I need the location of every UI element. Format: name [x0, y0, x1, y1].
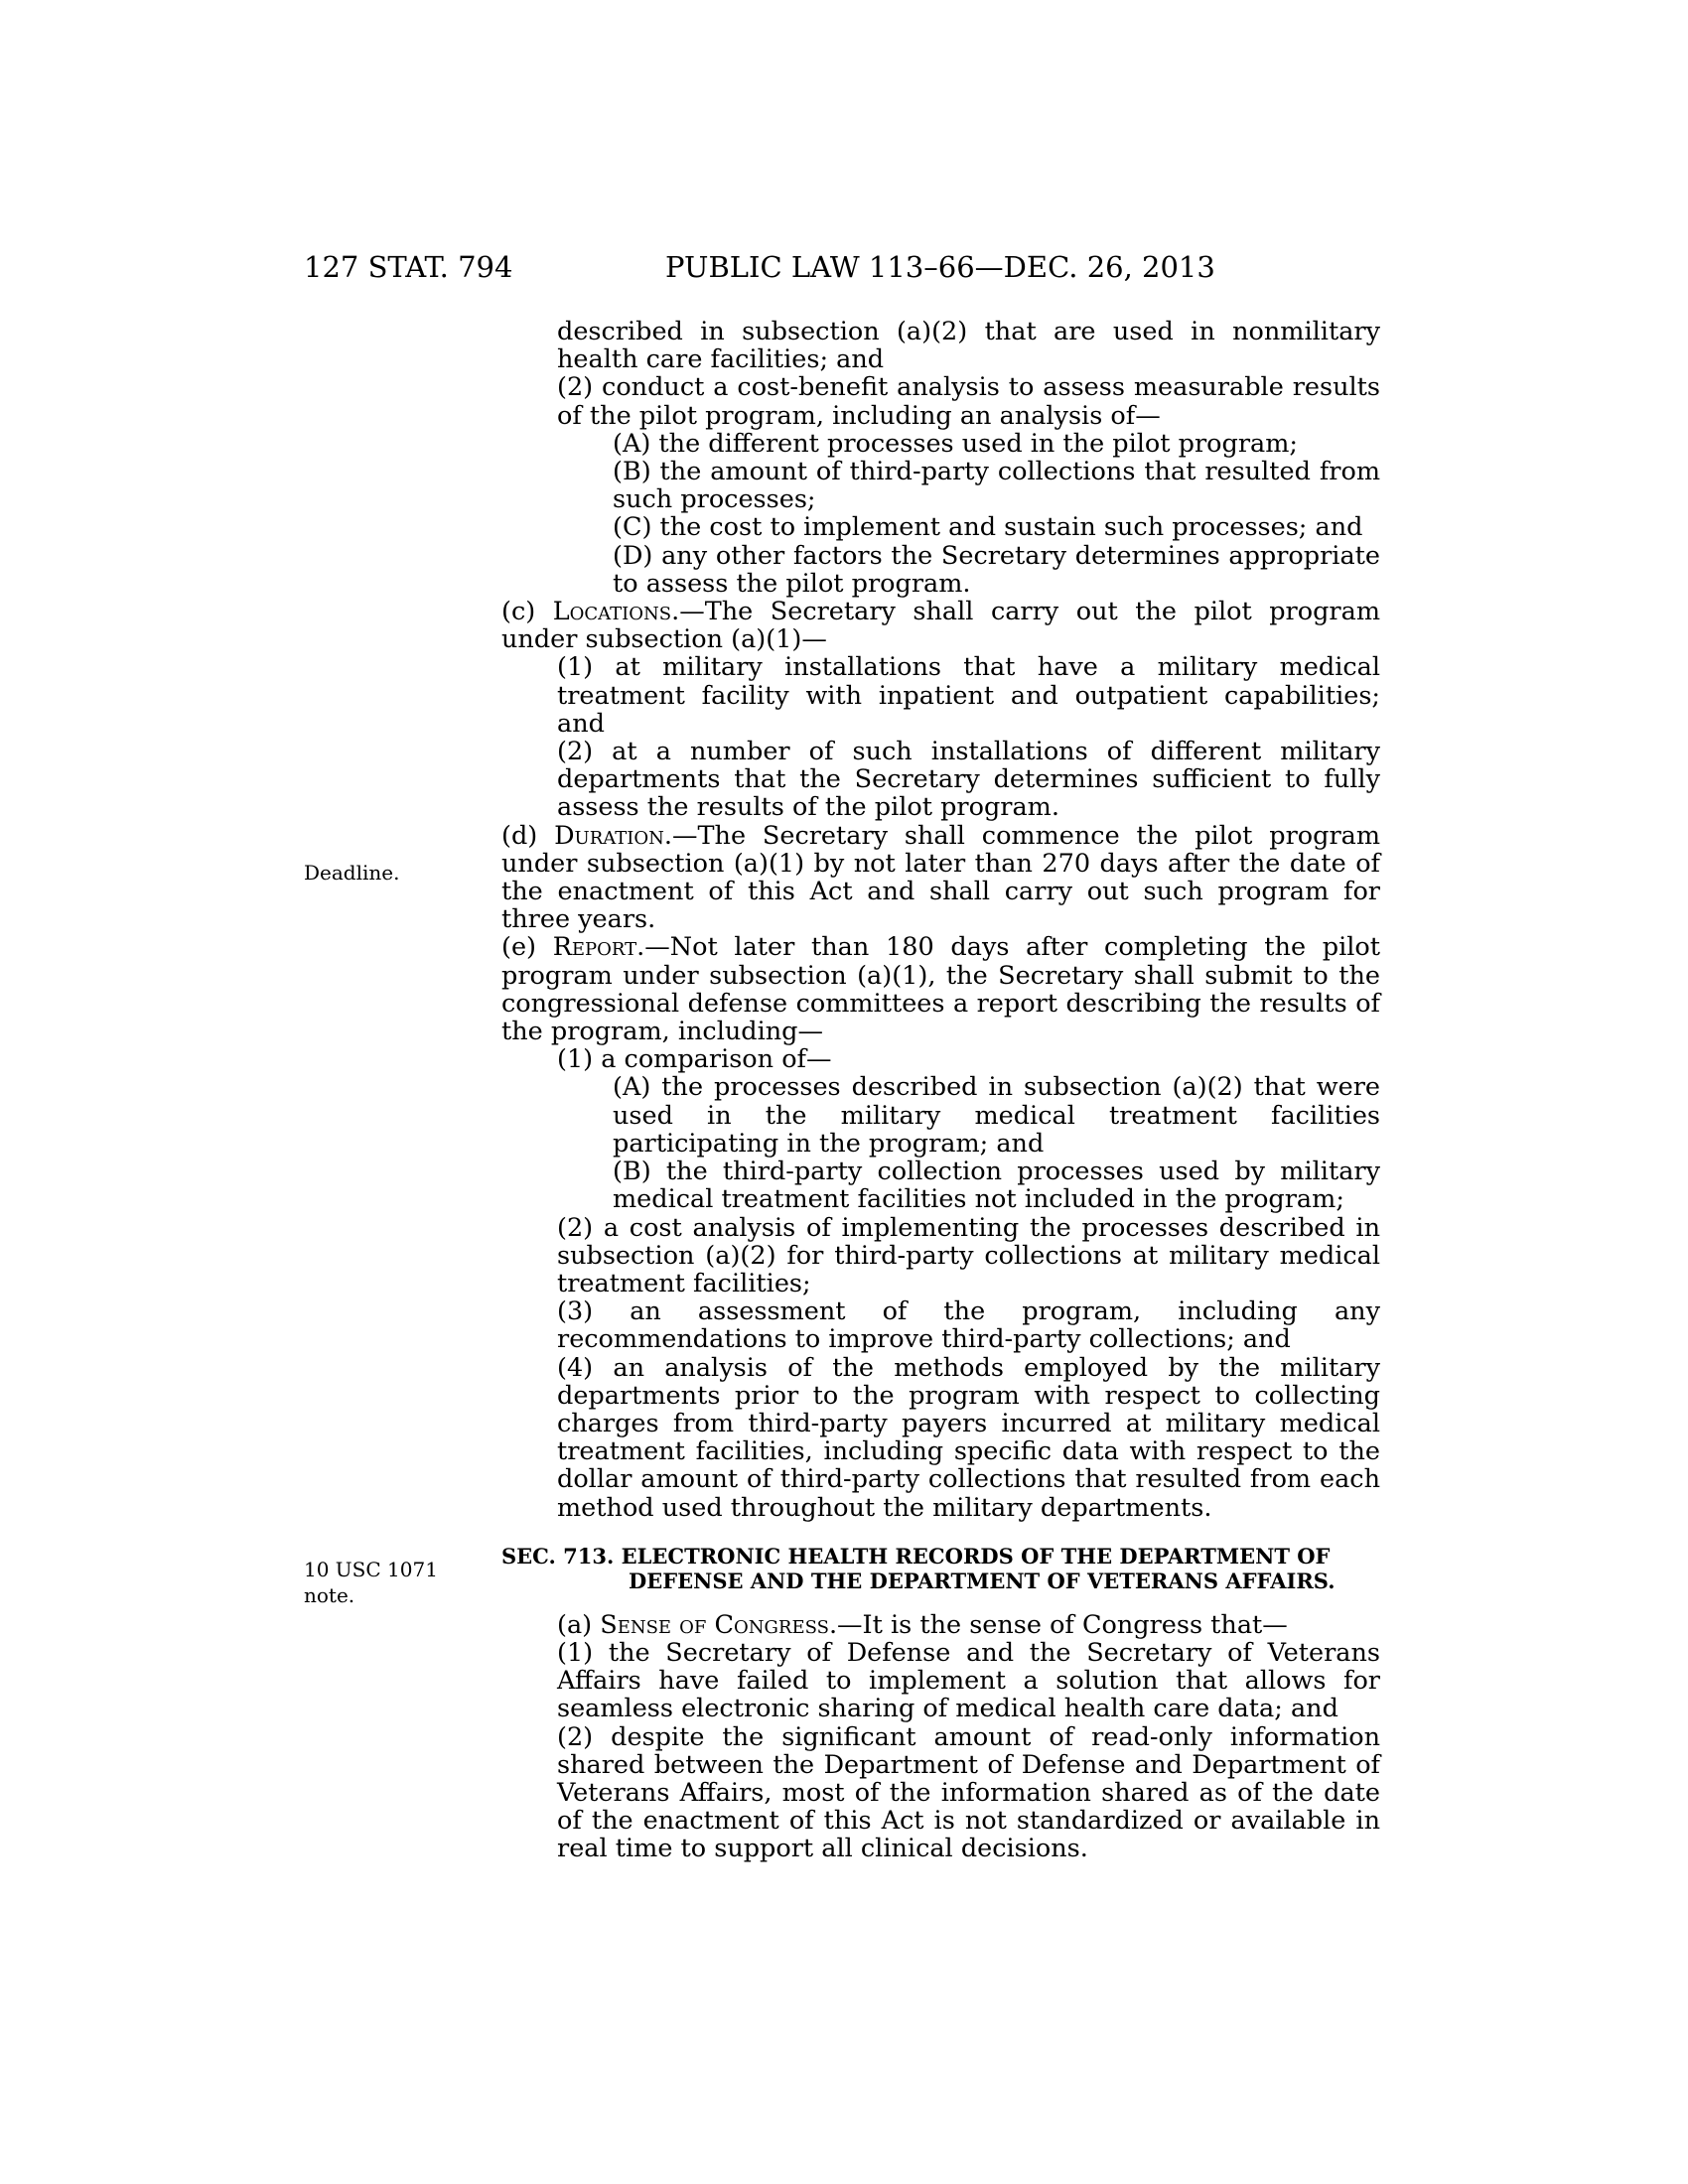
paragraph: (A) the processes described in subsection (a)(2) that were used in the military medical treatment facilities participating in the program; and: [613, 1072, 1380, 1159]
paragraph: (3) an assessment of the program, including any recommendations to improve third-party collections; and: [557, 1297, 1380, 1355]
paragraph: (2) despite the significant amount of read-only information shared between the Department of Defense and Department of Veterans Affairs, most of the information shared as of the date of the enactment of this Act is not standardized or available in real time to support all clinical decisions.: [557, 1721, 1380, 1864]
paragraph: (D) any other factors the Secretary determines appropriate to assess the pilot program.: [613, 540, 1380, 599]
subsection-heading: Duration: [554, 820, 664, 851]
paragraph-sense-of-congress: [501, 1611, 1380, 1639]
paragraph: (2) a cost analysis of implementing the processes described in subsection (a)(2) for third-party collections at military medical treatment facilities;: [557, 1212, 1380, 1298]
paragraph: (1) a comparison of—: [557, 1044, 832, 1075]
paragraph: (1) at military installations that have a military medical treatment facility with inpatient and outpatient capabilities; and: [557, 652, 1380, 739]
paragraph-text: .—The Secretary shall commence the pilot program under subsection (a)(1) by not later than 270 days after the date of the enactment of this Act and shall carry out such program for three years.: [501, 820, 1381, 935]
margin-note-deadline: Deadline.: [304, 861, 400, 885]
page-header: [0, 250, 1688, 290]
section-heading-line: SEC. 713. ELECTRONIC HEALTH RECORDS OF THE DEPARTMENT OF: [501, 1543, 1331, 1569]
section-heading-line: DEFENSE AND THE DEPARTMENT OF VETERANS AFFAIRS.: [629, 1568, 1336, 1593]
paragraph-text: .—The Secretary shall carry out the pilot program under subsection (a)(1)—: [501, 597, 1380, 655]
subsection-heading: Report: [552, 932, 637, 963]
paragraph-duration: [501, 822, 1380, 934]
paragraph-text: .—Not later than 180 days after completing the pilot program under subsection (a)(1), the Secretary shall submit to the congressional defense committees a report describing the results of the program, including—: [501, 932, 1381, 1047]
paragraph-locations: [501, 598, 1380, 653]
paragraph: (2) at a number of such installations of different military departments that the Secretary determines sufficient to fully assess the results of the pilot program.: [557, 737, 1380, 823]
paragraph: (A) the different processes used in the pilot program;: [613, 428, 1298, 459]
paragraph: described in subsection (a)(2) that are used in nonmilitary health care facilities; and: [557, 317, 1380, 375]
subsection-label: (e): [501, 932, 553, 963]
subsection-heading: Sense of Congress: [600, 1609, 829, 1640]
statute-page-number: 127 STAT. 794: [304, 250, 513, 284]
document-body: [501, 318, 1380, 1863]
paragraph-text: (2) conduct a cost-benefit analysis to assess measurable results of the pilot program, including an analysis of—: [557, 372, 1380, 431]
paragraph: (1) the Secretary of Defense and the Secretary of Veterans Affairs have failed to implement a solution that allows for seamless electronic sharing of medical health care data; and: [557, 1637, 1380, 1724]
paragraph-report: [501, 933, 1380, 1045]
subsection-label: (a): [557, 1609, 601, 1640]
paragraph: (B) the third-party collection processes used by military medical treatment facilities not included in the program;: [613, 1157, 1380, 1215]
paragraph: [501, 373, 1380, 429]
public-law-title: PUBLIC LAW 113–66—DEC. 26, 2013: [665, 250, 1215, 284]
paragraph: (B) the amount of third-party collections that resulted from such processes;: [613, 457, 1380, 515]
subsection-heading: Locations: [552, 597, 672, 627]
section-heading: [501, 1544, 1380, 1593]
subsection-label: (c): [501, 597, 553, 627]
paragraph: (C) the cost to implement and sustain such processes; and: [613, 512, 1363, 543]
margin-note-usc: 10 USC 1071 note.: [304, 1558, 438, 1607]
paragraph-text: .—It is the sense of Congress that—: [828, 1609, 1288, 1640]
paragraph: (4) an analysis of the methods employed by the military departments prior to the program with respect to collecting charges from third-party payers incurred at military medical treatment facilities, including specific data with respect to the dollar amount of third-party collections that resulted from each method used throughout the military departments.: [557, 1352, 1380, 1523]
subsection-label: (d): [501, 820, 555, 851]
